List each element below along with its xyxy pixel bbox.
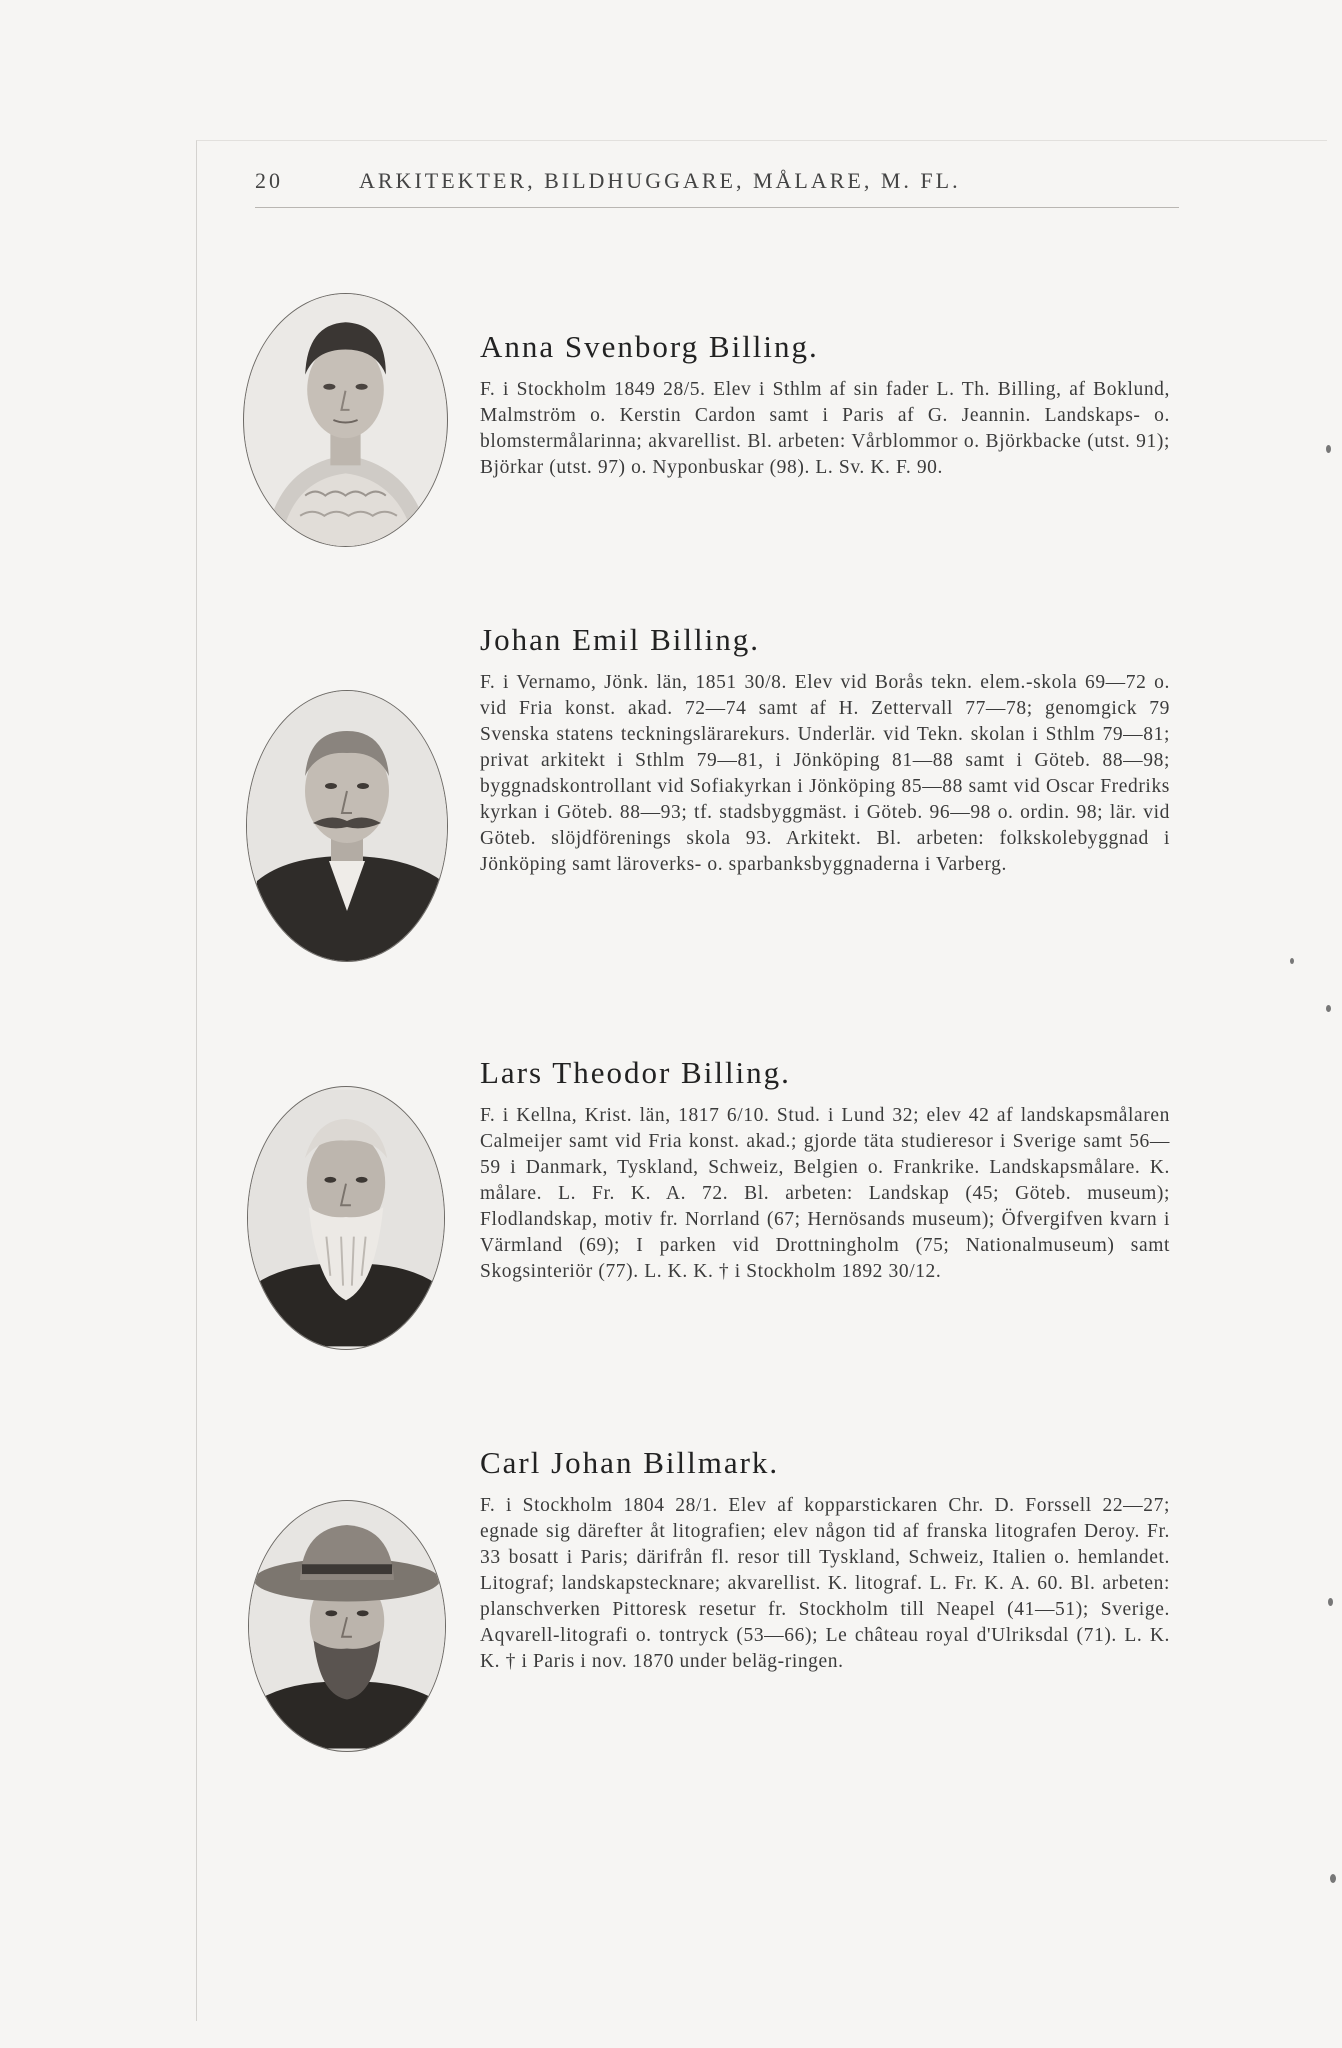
header-rule xyxy=(255,207,1179,208)
scan-speck xyxy=(1328,1598,1333,1606)
entry-name: Johan Emil Billing. xyxy=(480,622,760,657)
man-portrait-image xyxy=(248,1087,444,1349)
page-number: 20 xyxy=(255,168,283,193)
scan-speck xyxy=(1330,1874,1336,1883)
scan-speck xyxy=(1326,445,1331,453)
entry-body: F. i Stockholm 1849 28/5. Elev i Sthlm af sin fader L. Th. Billing, af Boklund, Malmström o. Kerstin Cardon samt i Paris af G. Jeannin. Landskaps- o. blomstermålarinna; akvarellist. Bl. arbeten: Vårblommor o. Björkbacke (utst. 91); Björkar (utst. 97) o. Nyponbuskar (98). L. Sv. K. F. 90. xyxy=(480,379,1170,478)
entry-name: Lars Theodor Billing. xyxy=(480,1055,791,1090)
entry-body: F. i Stockholm 1804 28/1. Elev af kopparstickaren Chr. D. Forssell 22—27; egnade sig därefter åt litografien; elev någon tid af franska litografen Deroy. Fr. 33 bosatt i Paris; därifrån fl. resor till Tyskland, Schweiz, Italien o. hemlandet. Litograf; landskapstecknare; akvarellist. K. litograf. L. Fr. K. A. 60. Bl. arbeten: planschverken Pittoresk resetur fr. Stockholm till Neapel (41—51); Sverige. Aqvarell-litografi o. tontryck (53—66); Le château royal d'Ulriksdal (71). L. K. K. † i Paris i nov. 1870 under beläg-ringen. xyxy=(480,1495,1170,1672)
running-title: ARKITEKTER, BILDHUGGARE, MÅLARE, M. FL. xyxy=(359,168,961,193)
entry-text xyxy=(480,1443,1170,1675)
portrait-carl-johan-billmark xyxy=(248,1500,446,1752)
running-head xyxy=(255,168,1175,208)
scan-speck xyxy=(1326,1005,1331,1012)
entry-name: Carl Johan Billmark. xyxy=(480,1445,780,1480)
entry-body: F. i Vernamo, Jönk. län, 1851 30/8. Elev vid Borås tekn. elem.-skola 69—72 o. vid Fria konst. akad. 72—74 samt af H. Zettervall 77—78; genomgick 79 Svenska statens teckningslärarekurs. Underlär. vid Tekn. skolan i Sthlm 79—81; privat arkitekt i Sthlm 79—81, i Jönköping 81—88 samt i Göteb. 88—98; byggnadskontrollant vid Sofiakyrkan i Jönköping 85—88 samt vid Oscar Fredriks kyrkan i Göteb. 88—93; tf. stadsbyggmäst. i Göteb. 96—98 o. ordin. 98; lär. vid Göteb. slöjdförenings skola 93. Arkitekt. Bl. arbeten: folkskolebyggnad i Jönköping samt läroverks- o. sparbanksbyggnaderna i Varberg. xyxy=(480,672,1170,875)
portrait-johan-emil-billing xyxy=(246,690,448,962)
portrait-anna-svenborg-billing xyxy=(243,293,448,547)
entry-name: Anna Svenborg Billing. xyxy=(480,329,819,364)
portrait-lars-theodor-billing xyxy=(247,1086,445,1350)
woman-portrait-image xyxy=(244,294,447,546)
entry-text xyxy=(480,620,1170,878)
entry-body: F. i Kellna, Krist. län, 1817 6/10. Stud. i Lund 32; elev 42 af landskapsmålaren Calmeijer samt vid Fria konst. akad.; gjorde täta studieresor i Sverige samt 56—59 i Danmark, Tyskland, Schweiz, Belgien o. Frankrike. Landskapsmålare. K. målare. L. Fr. K. A. 72. Bl. arbeten: Landskap (45; Göteb. museum); Flodlandskap, motiv fr. Norrland (67; Hernösands museum); Öfvergifven kvarn i Värmland (69); I parken vid Drottningholm (75; Nationalmuseum) samt Skogsinteriör (77). L. K. K. † i Stockholm 1892 30/12. xyxy=(480,1105,1170,1282)
man-portrait-image xyxy=(247,691,447,961)
entry-text xyxy=(480,1053,1170,1285)
scan-speck xyxy=(1290,958,1294,964)
entry-text xyxy=(480,327,1170,481)
man-with-hat-portrait-image xyxy=(249,1501,445,1751)
